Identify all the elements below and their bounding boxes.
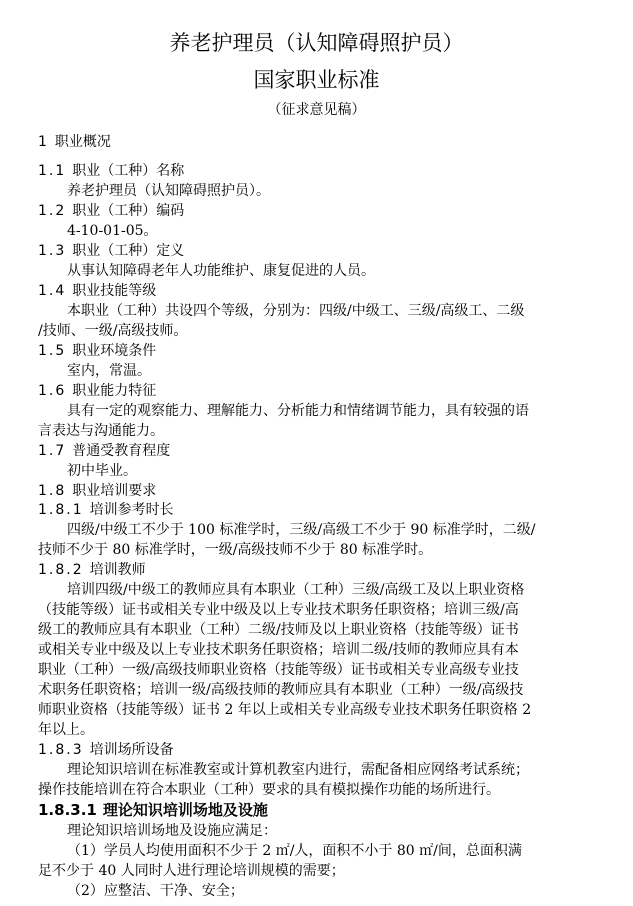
section-title: 普通受教育程度 (72, 443, 171, 459)
section-number: 1.8.3 (38, 742, 84, 758)
section-title: 职业（工种）编码 (72, 203, 185, 219)
paragraph-line: 或相关专业中级及以上专业技术职务任职资格；培训二级/技师的教师应具有本 (38, 642, 519, 658)
paragraph-line: 师职业资格（技能等级）证书 2 年以上或相关专业高级专业技术职务任职资格 2 (38, 702, 532, 718)
section-title: 培训场所设备 (89, 742, 174, 758)
paragraph-line: （技能等级）证书或相关专业中级及以上专业技术职务任职资格；培训三级/高 (38, 602, 519, 618)
document-title: 养老护理员（认知障碍照护员） (169, 31, 464, 55)
section-heading-1-5 (38, 341, 156, 361)
document-subtitle: 国家职业标准 (253, 68, 380, 92)
section-heading-1-8-2 (38, 560, 146, 580)
section-title: 职业技能等级 (72, 283, 157, 299)
section-title: 理论知识培训场地及设施 (102, 801, 268, 819)
section-title: 职业（工种）定义 (72, 243, 185, 259)
section-number: 1.6 (38, 383, 67, 399)
section-heading-1-4 (38, 281, 156, 301)
section-number: 1.5 (38, 343, 67, 359)
section-number: 1.8.1 (38, 502, 84, 518)
section-title: 职业（工种）名称 (72, 163, 185, 179)
paragraph-line: 本职业（工种）共设四个等级，分别为：四级/中级工、三级/高级工、二级 (67, 303, 525, 319)
section-heading-1-2 (38, 201, 184, 221)
section-heading-1-8-1 (38, 500, 174, 520)
section-heading-1-7 (38, 441, 170, 461)
section-title: 培训教师 (89, 562, 146, 578)
section-heading-1-6 (38, 381, 156, 401)
paragraph-line: 理论知识培训场地及设施应满足： (67, 823, 277, 839)
paragraph-line: 四级/中级工不少于 100 标准学时，三级/高级工不少于 90 标准学时，二级/ (67, 522, 536, 538)
section-title: 职业环境条件 (72, 343, 157, 359)
section-heading-1-1 (38, 161, 184, 181)
draft-note: （征求意见稿） (267, 102, 366, 118)
section-number: 1.8 (38, 483, 67, 499)
section-number: 1.3 (38, 243, 67, 259)
section-body-1-3: 从事认知障碍老年人功能维护、康复促进的人员。 (67, 263, 375, 279)
section-title: 职业概况 (54, 134, 111, 150)
paragraph-line: 操作技能培训在符合本职业（工种）要求的具有模拟操作功能的场所进行。 (38, 782, 500, 798)
paragraph-line: 培训四级/中级工的教师应具有本职业（工种）三级/高级工及以上职业资格 (67, 582, 525, 598)
paragraph-line: 足不少于 40 人同时人进行理论培训规模的需要； (38, 863, 345, 879)
section-title: 职业能力特征 (72, 383, 157, 399)
list-item: （1）学员人均使用面积不少于 2 ㎡/人，面积不小于 80 ㎡/间，总面积满 (67, 843, 522, 859)
paragraph-line: 具有一定的观察能力、理解能力、分析能力和情绪调节能力，具有较强的语 (67, 403, 529, 419)
list-item: （2）应整洁、干净、安全； (67, 883, 244, 899)
section-body-1-7: 初中毕业。 (67, 463, 137, 479)
section-heading-1-3 (38, 241, 184, 261)
paragraph-line: 言表达与沟通能力。 (38, 423, 164, 439)
paragraph-line: 术职务任职资格；培训一级/高级技师的教师应具有本职业（工种）一级/高级技 (38, 682, 524, 698)
section-heading-1-8-3-1 (38, 800, 268, 820)
paragraph-line: 年以上。 (38, 722, 94, 738)
section-title: 培训参考时长 (89, 502, 174, 518)
section-number: 1.8.3.1 (38, 801, 97, 819)
paragraph-line: 理论知识培训在标准教室或计算机教室内进行，需配备相应网络考试系统； (67, 762, 529, 778)
section-number: 1.2 (38, 203, 67, 219)
section-number: 1.4 (38, 283, 67, 299)
section-heading-1-8 (38, 481, 156, 501)
paragraph-line: /技师、一级/高级技师。 (38, 323, 188, 339)
section-number: 1.1 (38, 163, 67, 179)
section-heading-1 (38, 132, 111, 152)
section-number: 1.7 (38, 443, 67, 459)
paragraph-line: 技师不少于 80 标准学时，一级/高级技师不少于 80 标准学时。 (38, 542, 433, 558)
paragraph-line: 职业（工种）一级/高级技师职业资格（技能等级）证书或相关专业高级专业技 (38, 662, 519, 678)
section-heading-1-8-3 (38, 740, 174, 760)
section-number: 1.8.2 (38, 562, 84, 578)
section-number: 1 (38, 134, 49, 150)
section-body-1-2: 4-10-01-05。 (67, 223, 158, 239)
section-title: 职业培训要求 (72, 483, 157, 499)
section-body-1-5: 室内，常温。 (67, 363, 151, 379)
section-body-1-1: 养老护理员（认知障碍照护员）。 (67, 183, 270, 199)
paragraph-line: 级工的教师应具有本职业（工种）二级/技师及以上职业资格（技能等级）证书 (38, 622, 519, 638)
